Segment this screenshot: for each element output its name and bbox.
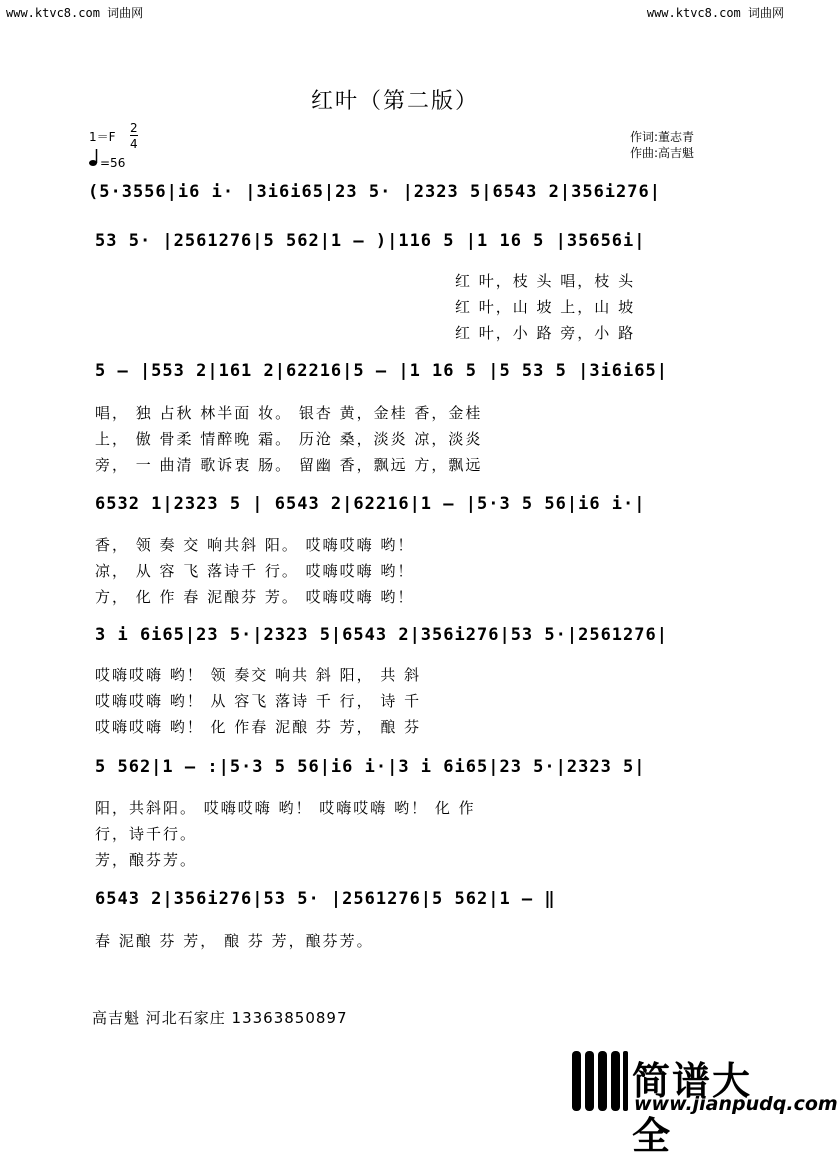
lyric-line: 红 叶，枝 头 唱，枝 头 <box>455 272 636 290</box>
lyric-line: 春 泥酿 芬 芳， 酿 芬 芳，酿芬芳。 <box>95 932 374 950</box>
score-row: 5 562|1 – :|5·3 5 56|i6 i·|3 i 6i65|23 5·|2323 5| <box>95 757 646 777</box>
lyric-line: 唱， 独 占秋 林半面 妆。 银杏 黄，金桂 香，金桂 <box>95 404 483 422</box>
lyric-line: 芳，酿芬芳。 <box>95 851 198 869</box>
song-title: 红叶（第二版） <box>310 89 479 114</box>
composer: 作曲:高吉魁 <box>630 146 695 160</box>
lyric-line: 哎嗨哎嗨 哟！ 化 作春 泥酿 芬 芳， 酿 芬 <box>95 718 422 736</box>
lyric-line: 红 叶，山 坡 上，山 坡 <box>455 298 636 316</box>
time-signature-bottom: 4 <box>130 137 138 151</box>
score-row: 3 i 6i65|23 5·|2323 5|6543 2|356i276|53 5·|2561276| <box>95 625 668 645</box>
tempo: =56 <box>100 156 126 170</box>
score-row: 6543 2|356i276|53 5· |2561276|5 562|1 – ‖ <box>95 889 556 909</box>
lyric-line: 香， 领 奏 交 响共斜 阳。 哎嗨哎嗨 哟！ <box>95 536 415 554</box>
time-signature <box>130 121 138 151</box>
lyric-line: 哎嗨哎嗨 哟！ 从 容飞 落诗 千 行， 诗 千 <box>95 692 422 710</box>
lyric-line: 方， 化 作 春 泥酿芬 芳。 哎嗨哎嗨 哟！ <box>95 588 415 606</box>
key-signature: 1＝F <box>89 130 116 144</box>
contact-info: 高吉魁 河北石家庄 13363850897 <box>92 1009 348 1027</box>
score-row: 6532 1|2323 5 | 6543 2|62216|1 – |5·3 5 56|i6 i·| <box>95 494 646 514</box>
lyric-line: 凉， 从 容 飞 落诗千 行。 哎嗨哎嗨 哟！ <box>95 562 415 580</box>
site-header-right: www.ktvc8.com 词曲网 <box>646 6 784 20</box>
site-header-left: www.ktvc8.com 词曲网 <box>6 6 144 20</box>
score-row: (5·3556|i6 i· |3i6i65|23 5· |2323 5|6543 2|356i276| <box>88 182 661 202</box>
lyric-line: 阳，共斜阳。 哎嗨哎嗨 哟！ 哎嗨哎嗨 哟！ 化 作 <box>95 799 476 817</box>
brand-url: www.jianpudq.com <box>634 1093 838 1115</box>
score-row: 5 – |553 2|161 2|62216|5 – |1 16 5 |5 53 5 |3i6i65| <box>95 361 668 381</box>
brand-name: 简谱大全 <box>632 1059 753 1158</box>
lyric-line: 旁， 一 曲清 歌诉衷 肠。 留幽 香，飘远 方，飘远 <box>95 456 483 474</box>
lyricist: 作词:董志青 <box>630 130 695 144</box>
lyric-line: 哎嗨哎嗨 哟！ 领 奏交 响共 斜 阳， 共 斜 <box>95 666 422 684</box>
lyric-line: 行，诗千行。 <box>95 825 198 843</box>
time-signature-top: 2 <box>130 121 138 135</box>
lyric-line: 上， 傲 骨柔 情醉晚 霜。 历沧 桑，淡炎 凉，淡炎 <box>95 430 483 448</box>
score-row: 53 5· |2561276|5 562|1 – )|116 5 |1 16 5 |35656i| <box>95 231 646 251</box>
lyric-line: 红 叶，小 路 旁，小 路 <box>455 324 636 342</box>
